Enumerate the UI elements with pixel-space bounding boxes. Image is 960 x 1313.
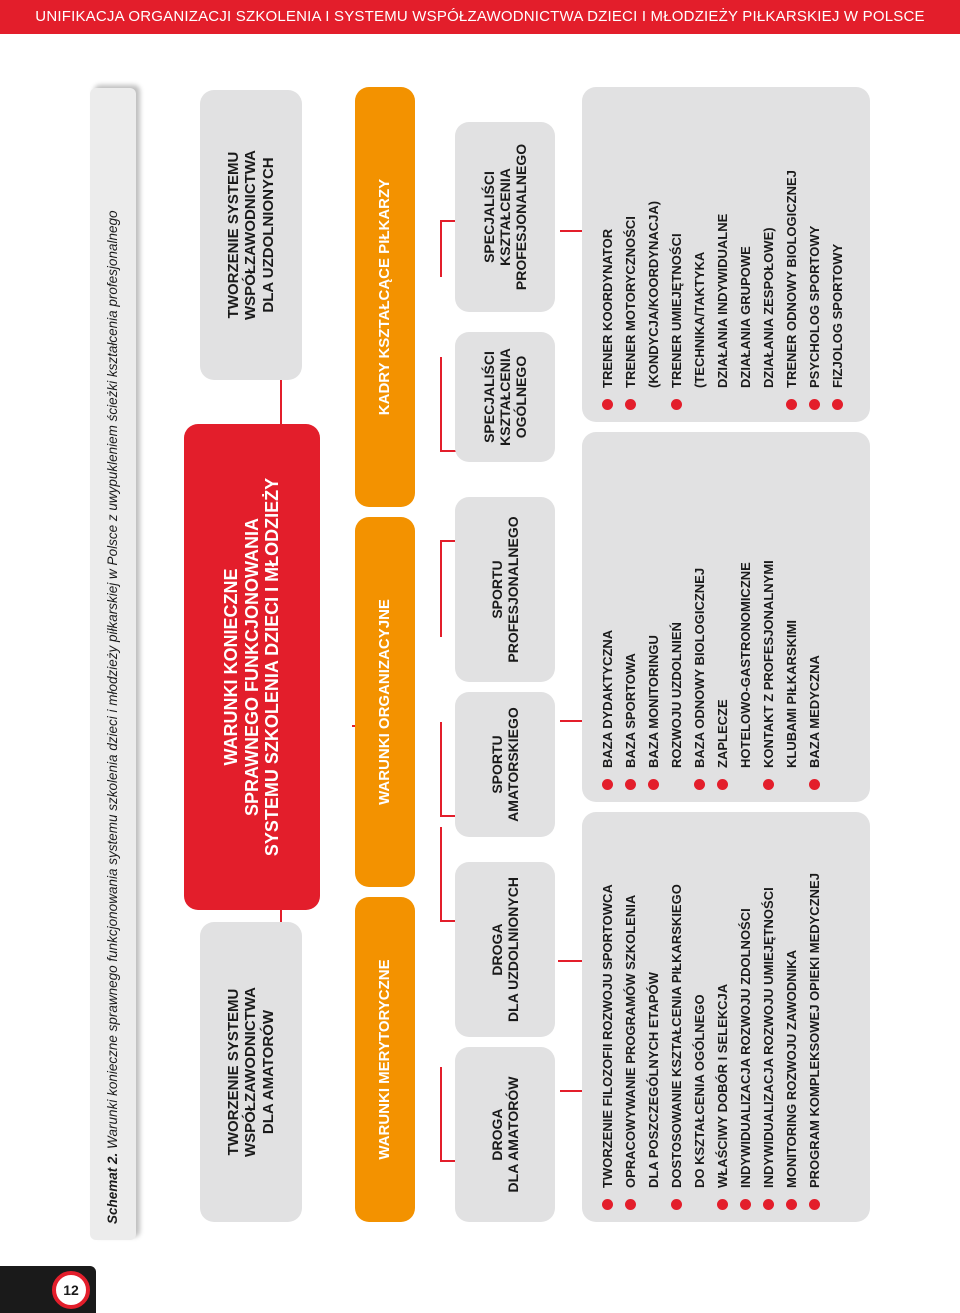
bullet-icon [625,399,636,410]
list-merytoryczne [582,812,870,1222]
top-right-line: WSPÓŁZAWODNICTWA [242,150,260,320]
list-item-continuation: HOTELOWO-GASTRONOMICZNE [738,562,753,768]
connector-line [560,1090,582,1092]
connector-line [440,1067,442,1162]
center-line: SYSTEMU SZKOLENIA DZIECI I MŁODZIEŻY [262,477,283,857]
list-item: BAZA MONITORINGU [642,442,665,790]
sub-line: SPORTU [488,735,505,794]
sub-sportu-amatorskiego [455,692,555,837]
sub-line: DLA UZDOLNIONYCH [505,877,521,1022]
connector-line [560,720,582,722]
list-item-continuation: DZIAŁANIA INDYWIDUALNE [715,213,730,388]
connector-line [440,827,442,922]
list-kadry [582,87,870,422]
bullet-icon [809,1199,820,1210]
list-item: TRENER UMIEJĘTNOŚCI [665,97,688,410]
sub-line: PROFESJONALNEGO [505,516,521,663]
bullet-icon [625,779,636,790]
connector-line [440,542,442,637]
list-item: TRENER ODNOWY BIOLOGICZNEJ [780,97,803,410]
sub-line: PROFESJONALNEGO [513,143,530,291]
list-item: FIZJOLOG SPORTOWY [826,97,849,410]
bullet-icon [786,399,797,410]
top-left-box [200,922,302,1222]
list-item-continuation: DZIAŁANIA ZESPOŁOWE) [761,227,776,388]
center-box [184,424,320,910]
sub-droga-amatorow [455,1047,555,1222]
bullet-icon [832,399,843,410]
schema-diagram [90,60,880,1240]
sub-line: SPECJALIŚCI [480,171,497,263]
top-right-line: TWORZENIE SYSTEMU [225,151,243,319]
header-title: UNIFIKACJA ORGANIZACJI SZKOLENIA I SYSTEMU WSPÓŁZAWODNICTWA DZIECI I MŁODZIEŻY PIŁKARSKIEJ W POLSCE [35,8,925,25]
bullet-icon [602,1199,613,1210]
sub-specjalisci-ogolnego [455,332,555,462]
top-right-line: DLA UZDOLNIONYCH [259,157,277,313]
list-item: OPRACOWYWANIE PROGRAMÓW SZKOLENIA [619,822,642,1210]
top-left-line: WSPÓŁZAWODNICTWA [242,987,260,1157]
list-item-continuation: DLA POSZCZEGÓLNYCH ETAPÓW [646,972,661,1188]
bullet-icon [717,779,728,790]
sub-line: DROGA [488,1108,505,1161]
list-item: KONTAKT Z PROFESJONALNYMI [757,442,780,790]
sub-line: SPORTU [488,560,505,619]
sub-line: KSZTAŁCENIA [496,348,513,446]
list-item: BAZA MEDYCZNA [803,442,826,790]
list-item: PROGRAM KOMPLEKSOWEJ OPIEKI MEDYCZNEJ [803,822,826,1210]
connector-line [440,357,442,452]
list-item-continuation: (KONDYCJA/KOORDYNACJA) [646,200,661,388]
list-item: BAZA ODNOWY BIOLOGICZNEJ [688,442,711,790]
list-item-continuation: DZIAŁANIA GRUPOWE [738,246,753,388]
connector-line [560,230,582,232]
category-merytoryczne [355,897,415,1222]
list-item: BAZA DYDAKTYCZNA [596,442,619,790]
list-item: WŁAŚCIWY DOBÓR I SELEKCJA [711,822,734,1210]
connector-line [440,722,442,817]
list-item: PSYCHOLOG SPORTOWY [803,97,826,410]
figure-caption [90,211,136,1225]
list-item: TRENER KOORDYNATOR [596,97,619,410]
sub-specjalisci-profesjonalnego [455,122,555,312]
list-item: MONITORING ROZWOJU ZAWODNIKA [780,822,803,1210]
sub-line: DLA AMATORÓW [505,1076,521,1193]
list-item: TWORZENIE FILOZOFII ROZWOJU SPORTOWCA [596,822,619,1210]
category-kadry [355,87,415,507]
category-label: WARUNKI ORGANIZACYJNE [376,599,394,805]
page-number: 12 [52,1271,90,1309]
list-item-continuation: (TECHNIKA/TAKTYKA [692,251,707,388]
list-item: INDYWIDUALIZACJA ROZWOJU ZDOLNOŚCI [734,822,757,1210]
bullet-icon [717,1199,728,1210]
caption-strip [90,88,136,1240]
connector-line [440,222,442,277]
top-right-box [200,90,302,380]
sub-sportu-profesjonalnego [455,497,555,682]
bullet-icon [671,1199,682,1210]
center-line: WARUNKI KONIECZNE [220,568,241,766]
list-organizacyjne [582,432,870,802]
sub-line: DROGA [488,923,505,976]
list-item-continuation: DO KSZTAŁCENIA OGÓLNEGO [692,994,707,1188]
bullet-icon [625,1199,636,1210]
sub-line: OGÓLNEGO [513,355,530,439]
bullet-icon [740,1199,751,1210]
caption-label: Schemat 2. [105,1152,120,1224]
bullet-icon [671,399,682,410]
bullet-icon [809,779,820,790]
list-item-continuation: ROZWOJU UZDOLNIEŃ [669,622,684,768]
list-item: DOSTOSOWANIE KSZTAŁCENIA PIŁKARSKIEGO [665,822,688,1210]
category-organizacyjne [355,517,415,887]
bullet-icon [763,1199,774,1210]
bullet-icon [602,779,613,790]
bullet-icon [809,399,820,410]
category-label: WARUNKI MERYTORYCZNE [376,959,394,1160]
list-item: TRENER MOTORYCZNOŚCI [619,97,642,410]
sub-line: SPECJALIŚCI [480,351,497,443]
sub-line: AMATORSKIEGO [505,707,521,822]
bullet-icon [786,1199,797,1210]
sub-line: KSZTAŁCENIA [496,168,513,266]
center-line: SPRAWNEGO FUNKCJONOWANIA [241,518,262,817]
top-left-line: DLA AMATORÓW [259,1009,277,1135]
connector-line [558,960,582,962]
bullet-icon [648,779,659,790]
caption-text: Warunki konieczne sprawnego funkcjonowania systemu szkolenia dzieci i młodzieży piłkarskiej w Polsce z uwypukleniem ścieżki kształcenia profesjonalnego [105,210,120,1153]
list-item-continuation: KLUBAMI PIŁKARSKIMI [784,619,799,768]
top-left-line: TWORZENIE SYSTEMU [225,988,243,1156]
list-item: ZAPLECZE [711,442,734,790]
list-item: INDYWIDUALIZACJA ROZWOJU UMIEJĘTNOŚCI [757,822,780,1210]
category-label: KADRY KSZTAŁCĄCE PIŁKARZY [376,178,394,416]
sub-droga-uzdolnionych [455,862,555,1037]
bullet-icon [602,399,613,410]
bullet-icon [763,779,774,790]
list-item: BAZA SPORTOWA [619,442,642,790]
bullet-icon [694,779,705,790]
